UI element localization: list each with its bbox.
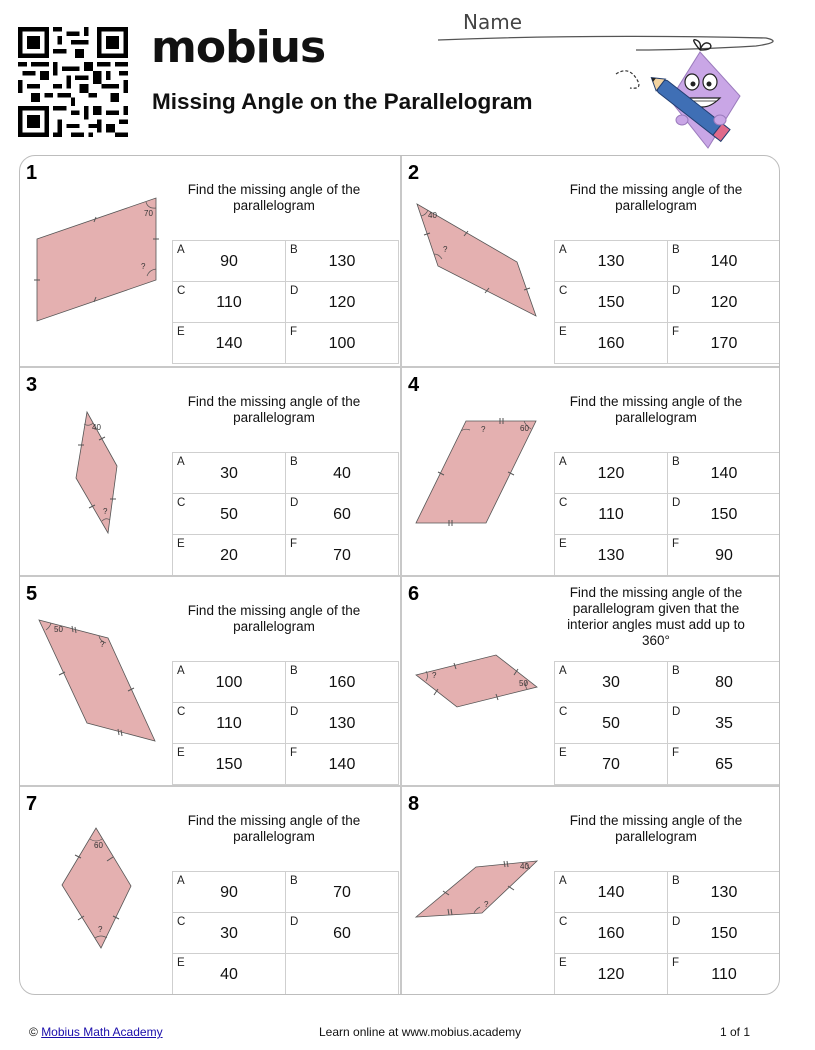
option-value: 90 xyxy=(220,253,238,270)
answer-options xyxy=(554,240,780,364)
answer-option[interactable] xyxy=(668,744,780,785)
mobius-logo: mobius xyxy=(151,22,326,73)
question-card-8 xyxy=(400,785,780,995)
parallelogram-diagram xyxy=(402,787,554,995)
option-letter: A xyxy=(177,875,185,887)
question-prompt: Find the missing angle of the parallelogram xyxy=(187,603,361,634)
option-value: 20 xyxy=(220,547,238,564)
answer-option[interactable] xyxy=(668,494,780,535)
option-letter: E xyxy=(559,326,567,338)
question-prompt: Find the missing angle of the parallelogram given that the interior angles must add up to 360° xyxy=(567,585,745,648)
option-value: 60 xyxy=(333,925,351,942)
name-label: Name xyxy=(463,10,523,34)
question-card-4 xyxy=(400,366,780,576)
option-letter: D xyxy=(290,916,299,928)
option-letter: B xyxy=(290,665,298,677)
option-letter: C xyxy=(559,706,568,718)
answer-option[interactable] xyxy=(173,872,286,913)
answer-option[interactable] xyxy=(173,662,286,703)
mobius-academy-link[interactable]: Mobius Math Academy xyxy=(41,1025,163,1039)
option-letter: A xyxy=(559,456,567,468)
answer-option[interactable] xyxy=(668,282,780,323)
option-value: 160 xyxy=(328,674,356,691)
question-number: 1 xyxy=(26,162,38,184)
answer-option[interactable] xyxy=(555,323,668,364)
option-letter: B xyxy=(672,456,680,468)
option-value: 30 xyxy=(220,925,238,942)
option-letter: A xyxy=(177,665,185,677)
option-value: 50 xyxy=(220,506,238,523)
answer-option[interactable] xyxy=(286,954,399,995)
option-value: 50 xyxy=(602,715,620,732)
question-number: 2 xyxy=(408,162,420,184)
answer-option[interactable] xyxy=(286,535,399,576)
option-value: 130 xyxy=(328,253,356,270)
answer-option[interactable] xyxy=(555,494,668,535)
option-value: 90 xyxy=(715,547,733,564)
question-grid xyxy=(19,155,780,995)
page-title: Missing Angle on the Parallelogram xyxy=(152,89,533,114)
option-letter: D xyxy=(290,706,299,718)
mascot-illustration xyxy=(612,38,752,156)
answer-options xyxy=(554,661,780,785)
answer-option[interactable] xyxy=(555,703,668,744)
answer-option[interactable] xyxy=(286,872,399,913)
question-number: 4 xyxy=(408,374,420,396)
option-letter: E xyxy=(559,957,567,969)
option-letter: B xyxy=(672,244,680,256)
parallelogram-diagram xyxy=(20,156,172,366)
option-letter: A xyxy=(559,875,567,887)
option-value: 30 xyxy=(220,465,238,482)
option-value: 130 xyxy=(710,884,738,901)
option-letter: B xyxy=(672,875,680,887)
question-card-7 xyxy=(20,785,400,995)
parallelogram-diagram xyxy=(20,368,172,578)
answer-option[interactable] xyxy=(173,282,286,323)
option-value: 60 xyxy=(333,506,351,523)
option-letter: E xyxy=(177,747,185,759)
answer-option[interactable] xyxy=(668,913,780,954)
option-value: 120 xyxy=(328,294,356,311)
option-value: 70 xyxy=(333,547,351,564)
answer-option[interactable] xyxy=(286,703,399,744)
option-value: 160 xyxy=(597,335,625,352)
option-value: 100 xyxy=(215,674,243,691)
option-value: 65 xyxy=(715,756,733,773)
answer-option[interactable] xyxy=(286,453,399,494)
option-value: 120 xyxy=(597,966,625,983)
option-value: 120 xyxy=(597,465,625,482)
copyright-symbol: © xyxy=(29,1025,38,1039)
option-value: 170 xyxy=(710,335,738,352)
option-value: 140 xyxy=(328,756,356,773)
answer-option[interactable] xyxy=(286,241,399,282)
answer-options xyxy=(172,452,399,576)
option-value: 110 xyxy=(216,715,242,732)
answer-option[interactable] xyxy=(668,954,780,995)
option-value: 40 xyxy=(220,966,238,983)
known-angle-label: 40 xyxy=(520,862,529,871)
answer-option[interactable] xyxy=(555,954,668,995)
option-value: 150 xyxy=(215,756,243,773)
question-number: 6 xyxy=(408,583,420,605)
unknown-angle-label: ? xyxy=(432,671,437,680)
option-letter: B xyxy=(290,875,298,887)
parallelogram-diagram xyxy=(402,577,554,787)
answer-option[interactable] xyxy=(173,703,286,744)
answer-option[interactable] xyxy=(555,872,668,913)
question-card-1 xyxy=(20,156,400,366)
known-angle-label: 60 xyxy=(94,841,103,850)
option-value: 160 xyxy=(597,925,625,942)
option-letter: F xyxy=(672,747,680,759)
option-letter: B xyxy=(290,244,298,256)
known-angle-label: 40 xyxy=(428,211,437,220)
question-prompt: Find the missing angle of the parallelogram xyxy=(187,394,361,425)
unknown-angle-label: ? xyxy=(103,507,108,516)
option-value: 35 xyxy=(715,715,733,732)
option-letter: A xyxy=(177,244,185,256)
option-value: 140 xyxy=(597,884,625,901)
option-letter: E xyxy=(177,326,185,338)
answer-option[interactable] xyxy=(173,323,286,364)
answer-option[interactable] xyxy=(668,872,780,913)
option-value: 110 xyxy=(216,294,242,311)
option-value: 150 xyxy=(710,506,738,523)
answer-option[interactable] xyxy=(555,535,668,576)
answer-option[interactable] xyxy=(668,535,780,576)
known-angle-label: 70 xyxy=(144,209,153,218)
option-value: 130 xyxy=(328,715,356,732)
option-letter: C xyxy=(559,497,568,509)
option-letter: F xyxy=(290,747,298,759)
option-letter: F xyxy=(290,538,298,550)
option-value: 130 xyxy=(597,547,625,564)
answer-option[interactable] xyxy=(555,662,668,703)
option-letter: F xyxy=(672,538,680,550)
option-value: 120 xyxy=(710,294,738,311)
question-number: 5 xyxy=(26,583,38,605)
qr-code xyxy=(18,27,128,137)
option-letter: E xyxy=(177,538,185,550)
option-value: 110 xyxy=(598,506,624,523)
answer-option[interactable] xyxy=(286,913,399,954)
footer-copyright xyxy=(29,1025,163,1039)
parallelogram-diagram xyxy=(402,156,554,366)
unknown-angle-label: ? xyxy=(141,262,146,271)
option-value: 140 xyxy=(710,253,738,270)
page-number: 1 of 1 xyxy=(720,1025,751,1039)
answer-option[interactable] xyxy=(173,744,286,785)
option-letter: C xyxy=(177,916,186,928)
option-letter: B xyxy=(672,665,680,677)
unknown-angle-label: ? xyxy=(443,245,448,254)
option-value: 30 xyxy=(602,674,620,691)
unknown-angle-label: ? xyxy=(481,425,486,434)
question-prompt: Find the missing angle of the parallelogram xyxy=(569,813,743,844)
option-letter: C xyxy=(177,285,186,297)
parallelogram-diagram xyxy=(402,368,554,578)
option-value: 130 xyxy=(597,253,625,270)
option-letter: C xyxy=(559,916,568,928)
answer-option[interactable] xyxy=(173,954,286,995)
answer-option[interactable] xyxy=(286,323,399,364)
question-number: 7 xyxy=(26,793,38,815)
option-value: 40 xyxy=(333,465,351,482)
answer-option[interactable] xyxy=(555,453,668,494)
answer-option[interactable] xyxy=(286,662,399,703)
answer-option[interactable] xyxy=(555,744,668,785)
option-letter: D xyxy=(672,916,681,928)
answer-option[interactable] xyxy=(668,453,780,494)
question-prompt: Find the missing angle of the parallelogram xyxy=(569,394,743,425)
answer-option[interactable] xyxy=(286,494,399,535)
option-letter: D xyxy=(672,285,681,297)
option-letter: A xyxy=(559,244,567,256)
known-angle-label: 50 xyxy=(519,679,528,688)
answer-option[interactable] xyxy=(668,662,780,703)
answer-option[interactable] xyxy=(668,241,780,282)
answer-option[interactable] xyxy=(668,323,780,364)
option-value: 100 xyxy=(328,335,356,352)
option-value: 110 xyxy=(711,966,737,983)
answer-option[interactable] xyxy=(668,703,780,744)
option-letter: E xyxy=(559,538,567,550)
option-value: 70 xyxy=(602,756,620,773)
question-prompt: Find the missing angle of the parallelogram xyxy=(569,182,743,213)
answer-option[interactable] xyxy=(173,453,286,494)
option-letter: F xyxy=(290,326,298,338)
option-letter: E xyxy=(559,747,567,759)
unknown-angle-label: ? xyxy=(100,640,105,649)
option-letter: A xyxy=(177,456,185,468)
option-letter: E xyxy=(177,957,185,969)
answer-options xyxy=(554,871,780,995)
answer-option[interactable] xyxy=(555,241,668,282)
answer-option[interactable] xyxy=(173,494,286,535)
parallelogram-diagram xyxy=(20,577,172,787)
question-card-3 xyxy=(20,366,400,576)
question-card-2 xyxy=(400,156,780,366)
answer-options xyxy=(172,871,399,995)
option-value: 90 xyxy=(220,884,238,901)
question-prompt: Find the missing angle of the parallelogram xyxy=(187,813,361,844)
answer-option[interactable] xyxy=(173,241,286,282)
option-letter: C xyxy=(177,706,186,718)
answer-options xyxy=(554,452,780,576)
option-value: 140 xyxy=(215,335,243,352)
option-letter: D xyxy=(290,497,299,509)
option-value: 150 xyxy=(710,925,738,942)
answer-option[interactable] xyxy=(555,282,668,323)
option-value: 150 xyxy=(597,294,625,311)
question-prompt: Find the missing angle of the parallelogram xyxy=(187,182,361,213)
option-value: 140 xyxy=(710,465,738,482)
answer-option[interactable] xyxy=(555,913,668,954)
option-value: 80 xyxy=(715,674,733,691)
answer-options xyxy=(172,240,399,364)
option-letter: D xyxy=(290,285,299,297)
option-letter: B xyxy=(290,456,298,468)
answer-option[interactable] xyxy=(173,913,286,954)
option-letter: D xyxy=(672,706,681,718)
answer-option[interactable] xyxy=(286,282,399,323)
parallelogram-diagram xyxy=(20,787,172,995)
known-angle-label: 40 xyxy=(92,423,101,432)
answer-option[interactable] xyxy=(173,535,286,576)
question-number: 8 xyxy=(408,793,420,815)
unknown-angle-label: ? xyxy=(98,925,103,934)
question-card-6 xyxy=(400,575,780,785)
option-letter: C xyxy=(177,497,186,509)
answer-option[interactable] xyxy=(286,744,399,785)
question-card-5 xyxy=(20,575,400,785)
option-letter: D xyxy=(672,497,681,509)
question-number: 3 xyxy=(26,374,38,396)
option-letter: F xyxy=(672,326,680,338)
unknown-angle-label: ? xyxy=(484,900,489,909)
footer-center-text: Learn online at www.mobius.academy xyxy=(319,1025,522,1039)
option-value: 70 xyxy=(333,884,351,901)
option-letter: F xyxy=(672,957,680,969)
known-angle-label: 60 xyxy=(520,424,529,433)
option-letter: C xyxy=(559,285,568,297)
known-angle-label: 50 xyxy=(54,625,63,634)
option-letter: A xyxy=(559,665,567,677)
answer-options xyxy=(172,661,399,785)
